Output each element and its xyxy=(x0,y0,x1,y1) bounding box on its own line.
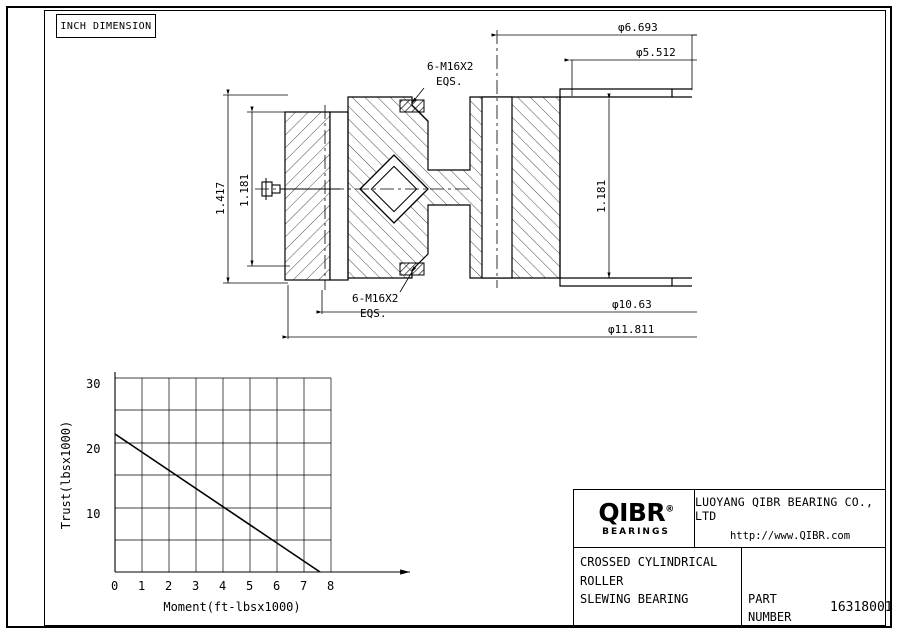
chart-ylabel: Trust(lbsx1000) xyxy=(59,420,73,530)
chart-xtick-6: 6 xyxy=(273,579,281,593)
dim-label-phi-1063: φ10.63 xyxy=(612,298,652,311)
chart-ytick-10: 10 xyxy=(86,507,101,521)
product-description-line2: ROLLER xyxy=(580,573,624,588)
part-number-cell xyxy=(742,548,893,625)
dim-label-thread-top: 6-M16X2 xyxy=(427,60,474,73)
chart-y-ticks xyxy=(86,377,100,521)
company-logo xyxy=(574,500,694,537)
chart-series-load-capacity xyxy=(115,434,320,572)
chart-xtick-1: 1 xyxy=(138,579,146,593)
chart-xtick-3: 3 xyxy=(192,579,200,593)
chart-xlabel: Moment(ft-lbsx1000) xyxy=(163,600,301,614)
dim-label-thread-bottom: 6-M16X2 xyxy=(352,292,399,305)
chart-xtick-0: 0 xyxy=(111,579,119,593)
title-block xyxy=(573,489,893,626)
chart-x-ticks xyxy=(111,579,334,593)
dim-label-thread-top-eqs: EQS. xyxy=(436,75,463,88)
dim-label-height-1181-right: 1.181 xyxy=(595,179,608,213)
chart-ytick-30: 30 xyxy=(86,377,101,391)
chart-xtick-5: 5 xyxy=(246,579,254,593)
company-name: LUOYANG QIBR BEARING CO., LTD xyxy=(695,495,874,523)
product-description xyxy=(574,548,742,625)
chart-xtick-2: 2 xyxy=(165,579,173,593)
company-info xyxy=(694,490,885,547)
part-number-label xyxy=(748,590,791,626)
title-block-body xyxy=(574,548,893,625)
company-website[interactable]: http://www.QIBR.com xyxy=(729,530,851,542)
dim-label-phi-11811: φ11.811 xyxy=(608,323,655,336)
logo-registered-icon: ® xyxy=(665,504,674,515)
product-description-line1: CROSSED CYLINDRICAL xyxy=(580,555,718,569)
logo-wordmark xyxy=(598,500,673,525)
chart-xtick-8: 8 xyxy=(327,579,335,593)
chart-grid xyxy=(115,378,331,572)
product-description-line3: SLEWING BEARING xyxy=(580,592,689,607)
dim-label-height-1181-left: 1.181 xyxy=(238,173,251,207)
chart-ytick-20: 20 xyxy=(86,442,101,456)
chart-xtick-7: 7 xyxy=(300,579,308,593)
dim-label-thread-bottom-eqs: EQS. xyxy=(360,307,387,320)
part-number-label-line1: PART xyxy=(748,592,777,606)
title-block-header xyxy=(574,490,885,548)
dim-label-phi-6693: φ6.693 xyxy=(618,21,658,34)
logo-subtitle: BEARINGS xyxy=(602,527,670,537)
chart-xtick-4: 4 xyxy=(219,579,227,593)
logo-text: QIBR xyxy=(598,498,666,527)
inch-dimension-label: INCH DIMENSION xyxy=(60,20,152,32)
dim-label-phi-5512: φ5.512 xyxy=(636,46,676,59)
chart-axes xyxy=(115,372,410,572)
dim-label-height-1417: 1.417 xyxy=(214,181,227,215)
part-number-value: 16318001 xyxy=(830,600,893,615)
inch-dimension-note xyxy=(56,14,156,38)
part-number-label-line2: NUMBER xyxy=(748,610,792,624)
